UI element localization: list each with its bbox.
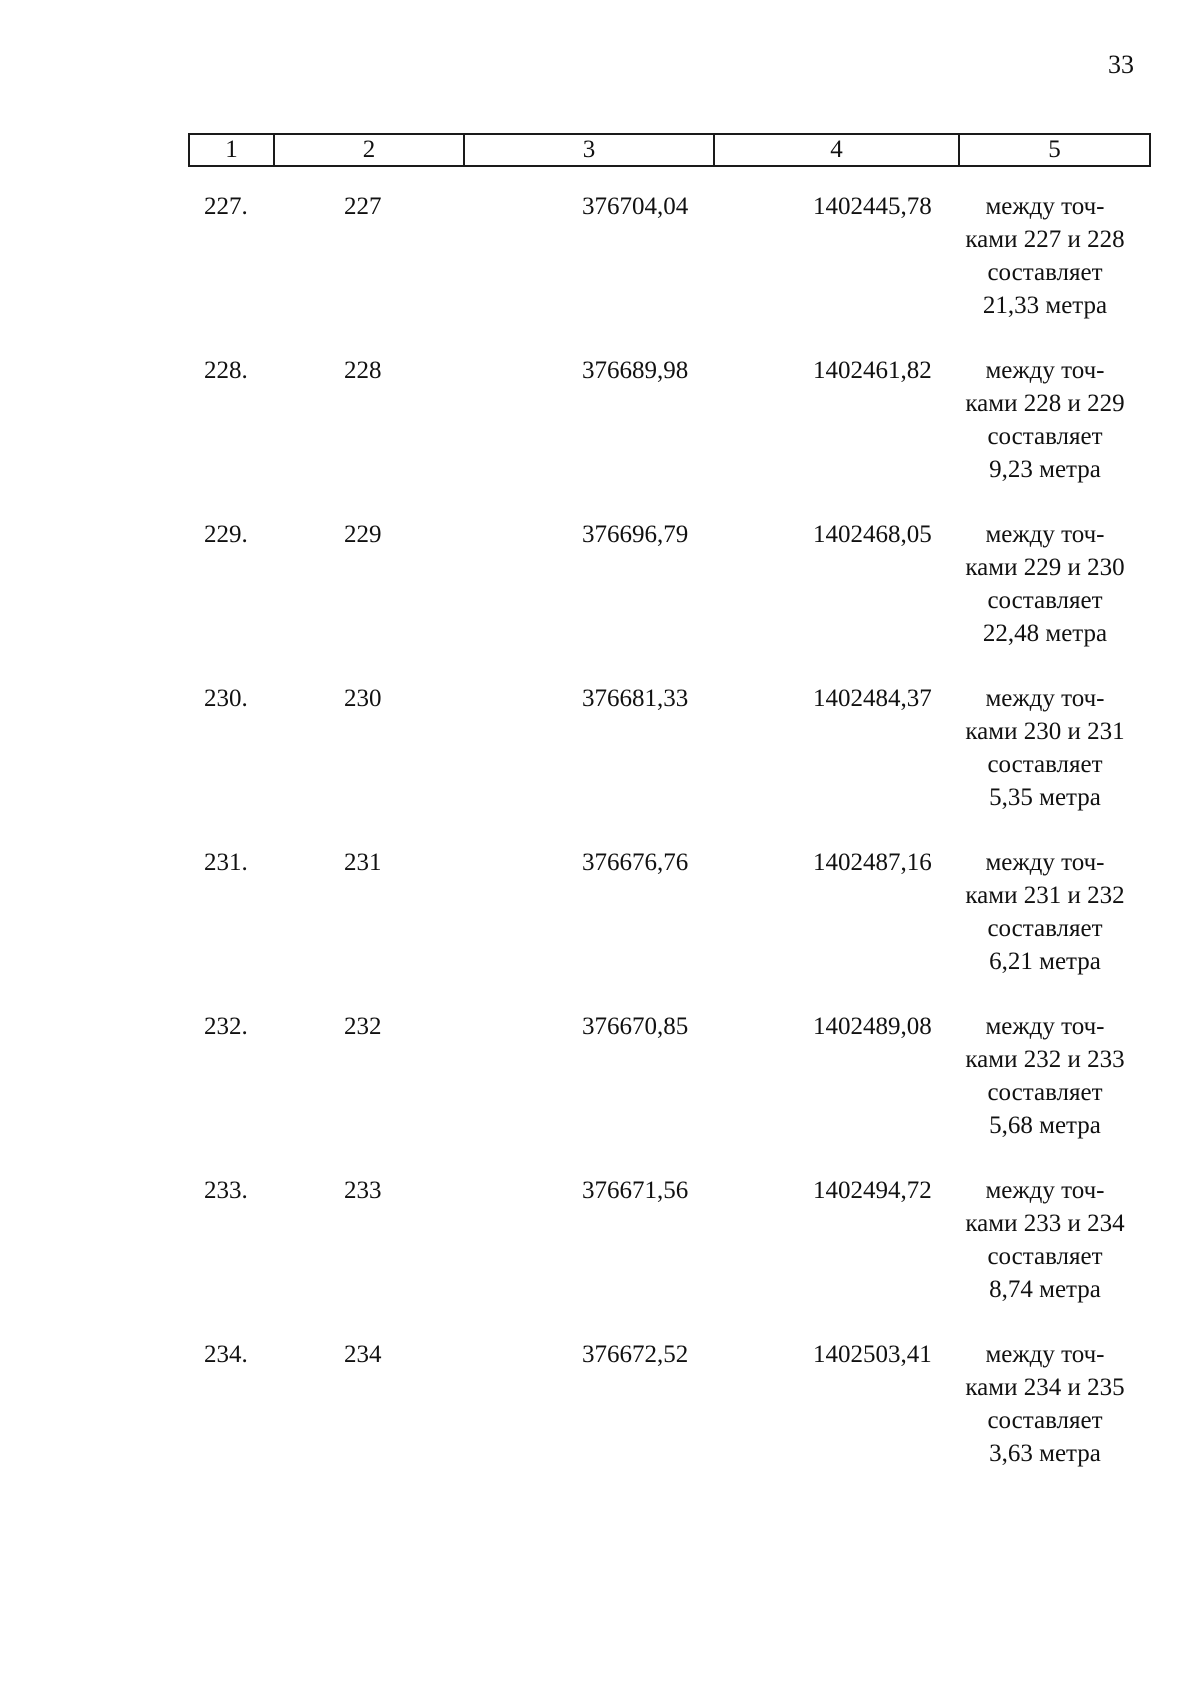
row-number: 229. <box>204 521 248 548</box>
point-id: 233 <box>344 1177 382 1204</box>
coordinate-x: 376681,33 <box>582 685 689 712</box>
point-id: 227 <box>344 193 382 220</box>
coordinate-x: 376704,04 <box>582 193 689 220</box>
coordinate-x: 376671,56 <box>582 1177 689 1204</box>
table-row <box>0 518 1200 668</box>
point-id: 232 <box>344 1013 382 1040</box>
coordinate-y: 1402503,41 <box>813 1341 932 1368</box>
distance-note: между точ- ками 233 и 234 составляет 8,74 метра <box>965 1177 1125 1303</box>
coordinate-y: 1402489,08 <box>813 1013 932 1040</box>
coordinate-y: 1402445,78 <box>813 193 932 220</box>
table-row <box>0 190 1200 340</box>
column-header-1: 1 <box>190 135 275 165</box>
table-row <box>0 682 1200 832</box>
point-id: 230 <box>344 685 382 712</box>
coordinate-y: 1402468,05 <box>813 521 932 548</box>
column-header-4: 4 <box>715 135 960 165</box>
page-number: 33 <box>1108 50 1134 79</box>
coordinate-x: 376670,85 <box>582 1013 689 1040</box>
table-header <box>188 133 1151 167</box>
distance-note: между точ- ками 232 и 233 составляет 5,68 метра <box>965 1013 1125 1139</box>
coordinate-y: 1402494,72 <box>813 1177 932 1204</box>
coordinate-x: 376696,79 <box>582 521 689 548</box>
row-number: 232. <box>204 1013 248 1040</box>
row-number: 231. <box>204 849 248 876</box>
table-row <box>0 354 1200 504</box>
table-row <box>0 1010 1200 1160</box>
column-header-3: 3 <box>465 135 715 165</box>
distance-note: между точ- ками 230 и 231 составляет 5,35 метра <box>965 685 1125 811</box>
row-number: 233. <box>204 1177 248 1204</box>
distance-note: между точ- ками 227 и 228 составляет 21,33 метра <box>965 193 1125 319</box>
column-header-5: 5 <box>1048 136 1061 163</box>
coordinate-y: 1402487,16 <box>813 849 932 876</box>
row-number: 230. <box>204 685 248 712</box>
distance-note: между точ- ками 231 и 232 составляет 6,21 метра <box>965 849 1125 975</box>
point-id: 234 <box>344 1341 382 1368</box>
row-number: 228. <box>204 357 248 384</box>
row-number: 234. <box>204 1341 248 1368</box>
table-row <box>0 1174 1200 1324</box>
distance-note: между точ- ками 234 и 235 составляет 3,63 метра <box>965 1341 1125 1467</box>
coordinate-x: 376676,76 <box>582 849 689 876</box>
table-row <box>0 1338 1200 1488</box>
row-number: 227. <box>204 193 248 220</box>
column-header-2: 2 <box>275 135 465 165</box>
coordinate-x: 376689,98 <box>582 357 689 384</box>
coordinate-y: 1402484,37 <box>813 685 932 712</box>
point-id: 228 <box>344 357 382 384</box>
distance-note: между точ- ками 228 и 229 составляет 9,23 метра <box>965 357 1125 483</box>
coordinate-y: 1402461,82 <box>813 357 932 384</box>
point-id: 231 <box>344 849 382 876</box>
coordinate-x: 376672,52 <box>582 1341 689 1368</box>
table-row <box>0 846 1200 996</box>
distance-note: между точ- ками 229 и 230 составляет 22,48 метра <box>965 521 1125 647</box>
point-id: 229 <box>344 521 382 548</box>
